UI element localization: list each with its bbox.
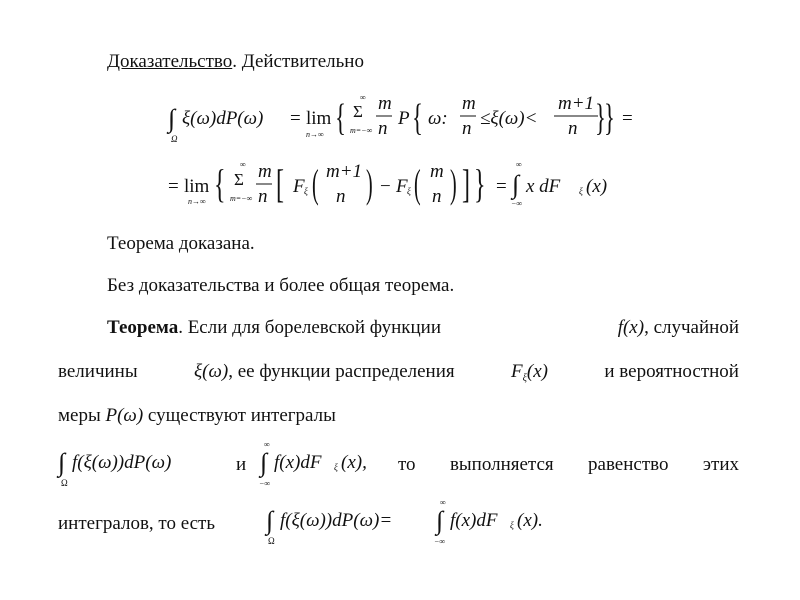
eq1-sum-sign: Σ: [353, 102, 363, 121]
eq1-sum-lower: m=−∞: [350, 126, 373, 135]
theorem-line-3: [58, 406, 336, 425]
theorem-line4-rest-wrap: [398, 455, 739, 474]
eq2-right-brace: }: [474, 161, 486, 206]
eq1-P: P: [398, 108, 410, 129]
eq1-outer-right-brace: }: [604, 97, 615, 139]
eq1-right-brace: }: [595, 97, 606, 139]
eq2-bin2-left-paren: (: [414, 161, 421, 206]
int4-expr: f(x)dF: [450, 510, 498, 531]
eq2-bin1-bot: n: [336, 186, 346, 207]
eq1-equals: =: [290, 108, 301, 129]
theorem-line3-b: существуют интегралы: [147, 405, 336, 426]
integral-sign: ∫: [168, 104, 176, 133]
eq2-rhs-equals: =: [496, 176, 507, 197]
eq2-bin1-left-paren: (: [312, 161, 319, 206]
eq1-sum-upper: ∞: [360, 93, 366, 102]
int4-upper: ∞: [440, 498, 446, 507]
eq2-rhs-sub: ξ: [579, 186, 583, 196]
eq2-rhs-arg: (x): [586, 176, 608, 197]
theorem-F-xi-sub: ξ: [522, 373, 527, 384]
theorem-line1-end: , случайной: [644, 317, 739, 338]
eq1-tail-equals: =: [622, 108, 633, 129]
theorem-line-2: [58, 362, 739, 384]
eq2-bin2-bot: n: [432, 186, 442, 207]
int4-sign: ∫: [436, 506, 444, 535]
theorem-xi-omega: ξ(ω): [193, 361, 229, 382]
theorem-proved-text: Теорема доказана.: [107, 233, 255, 254]
proof-heading: Доказательство: [107, 51, 233, 72]
eq2-sum-upper: ∞: [240, 160, 246, 169]
eq2-rhs: x dF: [526, 176, 561, 197]
int4-sub: ξ: [510, 520, 514, 530]
theorem-line3-a: меры: [58, 405, 101, 426]
eq2-int-upper: ∞: [516, 160, 522, 169]
int2-lower: −∞: [259, 479, 271, 488]
eq1-inner-left-brace: {: [412, 97, 423, 139]
eq2-bin2-right-paren: ): [450, 161, 457, 206]
int1-lower: Ω: [61, 478, 68, 488]
eq2-F2: F: [396, 176, 408, 197]
int4-arg: (x).: [517, 510, 543, 531]
int2-arg: (x),: [341, 452, 367, 473]
theorem-line1-rest: . Если для борелевской функции: [178, 317, 442, 338]
theorem-label: Теорема: [107, 317, 179, 338]
eq1-inequality: ≤ξ(ω)<: [480, 108, 538, 129]
theorem-f-x: f(x): [617, 317, 645, 338]
int3-lower: Ω: [268, 536, 275, 546]
int3-expr: f(ξ(ω))dP(ω)=: [280, 510, 393, 531]
eq2-integral-sign: ∫: [512, 170, 520, 199]
int1-expr: f(ξ(ω))dP(ω): [72, 452, 172, 473]
eq2-F1-sub: ξ: [304, 186, 308, 196]
int2-sub: ξ: [334, 462, 338, 472]
int2-upper: ∞: [264, 440, 270, 449]
theorem-line2-b: , ее функции распределения: [228, 361, 455, 382]
eq1-frac2-den: n: [462, 118, 472, 139]
int4-lower: −∞: [434, 537, 446, 546]
eq1-frac3-num: m+1: [558, 93, 595, 114]
eq1-frac3-den: n: [568, 118, 578, 139]
eq1-lhs: ξ(ω)dP(ω): [182, 108, 264, 129]
eq2-lim-sub: n→∞: [188, 197, 206, 206]
int2-expr: f(x)dF: [274, 452, 322, 473]
eq2-left-brace: {: [214, 161, 226, 206]
without-proof-text: Без доказательства и более общая теорема.: [107, 275, 455, 296]
eq1-frac-m-den: n: [378, 118, 388, 139]
theorem-line-1: [107, 318, 739, 337]
eq2-bin1-right-paren: ): [366, 161, 373, 206]
eq2-minus: −: [380, 176, 391, 197]
eq2-bin2-top: m: [430, 161, 444, 182]
eq2-int-lower: −∞: [511, 199, 523, 208]
eq2-frac-m-num: m: [258, 161, 272, 182]
eq1-lim: lim: [306, 108, 332, 129]
eq2-left-bracket: [: [276, 161, 284, 206]
theorem-F-xi: F: [511, 361, 523, 382]
eq2-F1: F: [293, 176, 305, 197]
eq1-lim-sub: n→∞: [306, 130, 324, 139]
eq2-lim: lim: [184, 176, 210, 197]
eq2-frac-m-den: n: [258, 186, 268, 207]
eq2-F2-sub: ξ: [407, 186, 411, 196]
int1-sign: ∫: [58, 448, 66, 477]
theorem-and: и: [236, 454, 247, 475]
theorem-line5-a: интегралов, то есть: [58, 513, 216, 534]
int2-sign: ∫: [260, 448, 268, 477]
theorem-line4-rest: то выполняется равенство этих: [398, 454, 739, 475]
eq2-sum-sign: Σ: [234, 170, 244, 189]
eq1-left-brace: {: [335, 97, 346, 139]
eq1-set-omega: ω:: [428, 108, 448, 129]
theorem-line2-c: и вероятностной: [604, 361, 739, 382]
eq1-frac2-num: m: [462, 93, 476, 114]
eq2-right-bracket: ]: [462, 161, 470, 206]
theorem-line2-a: величины: [58, 361, 138, 382]
int3-sign: ∫: [266, 506, 274, 535]
integral-lower-limit: Ω: [171, 134, 178, 144]
eq2-bin1-top: m+1: [326, 161, 363, 182]
eq1-frac-m-num: m: [378, 93, 392, 114]
proof-heading-rest: . Действительно: [232, 51, 364, 72]
theorem-P-omega: P(ω): [105, 405, 144, 426]
theorem-F-xi-arg: (x): [526, 361, 548, 382]
eq2-equals: =: [168, 176, 179, 197]
eq2-sum-lower: m=−∞: [230, 194, 253, 203]
